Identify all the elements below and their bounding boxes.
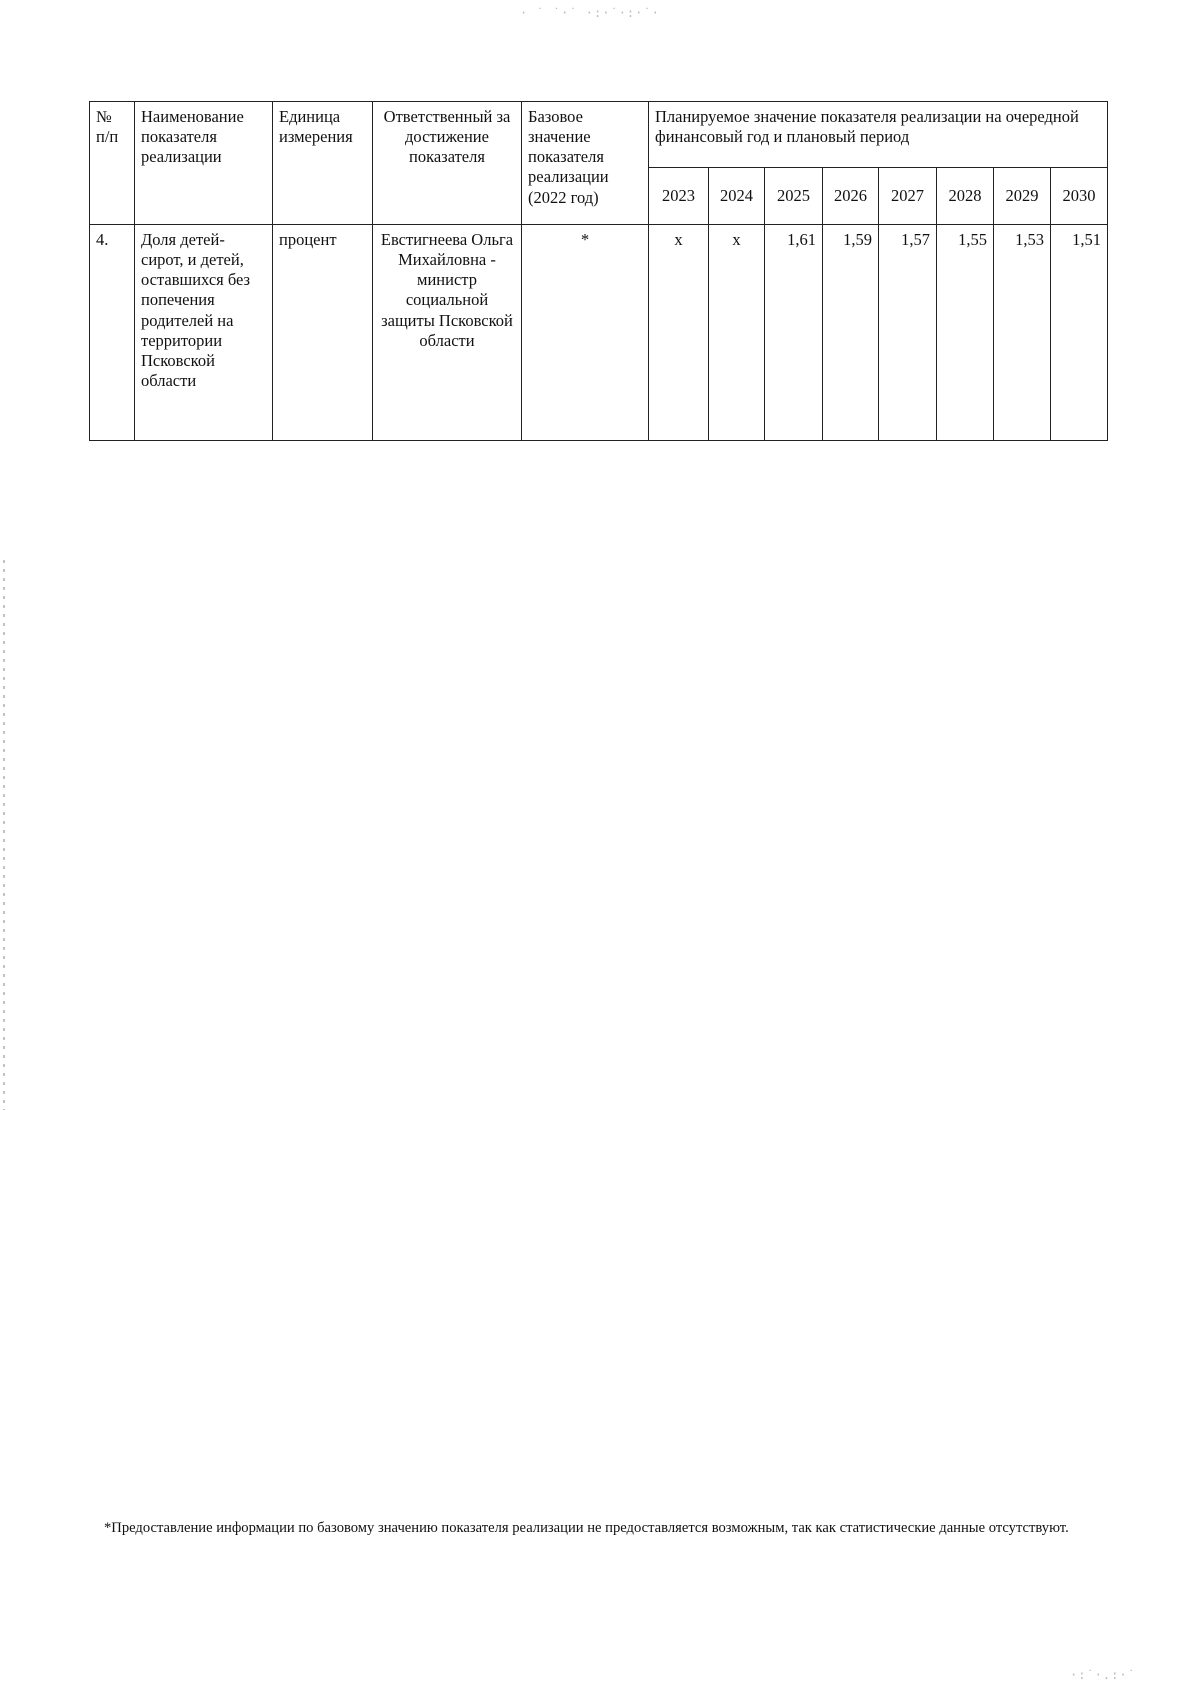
row-base-value: * (522, 225, 649, 441)
row-value-2026: 1,59 (823, 225, 879, 441)
header-year: 2029 (994, 168, 1051, 225)
row-value-2027: 1,57 (879, 225, 937, 441)
header-year: 2028 (937, 168, 994, 225)
header-year: 2027 (879, 168, 937, 225)
header-responsible: Ответственный за достижение показателя (373, 102, 522, 225)
row-responsible: Евстигнеева Ольга Михайловна - министр социальной защиты Псковской области (373, 225, 522, 441)
row-value-2025: 1,61 (765, 225, 823, 441)
header-planned-value: Планируемое значение показателя реализации на очередной финансовый год и плановый период (649, 102, 1108, 168)
row-value-2023: х (649, 225, 709, 441)
header-year: 2023 (649, 168, 709, 225)
row-value-2024: х (709, 225, 765, 441)
header-year: 2026 (823, 168, 879, 225)
header-unit: Единица измерения (273, 102, 373, 225)
header-year: 2030 (1051, 168, 1108, 225)
scan-artifact-bottom: ·:˙·.:·˙ (1070, 1668, 1136, 1682)
header-number: № п/п (90, 102, 135, 225)
header-year: 2024 (709, 168, 765, 225)
header-year: 2025 (765, 168, 823, 225)
header-base-value: Базовое значение показателя реализации (2022 год) (522, 102, 649, 225)
scan-artifact-top: · ˙ ˙·˙ ·:·˙·:·˙· (520, 6, 660, 20)
table-row (90, 225, 1108, 441)
footnote: *Предоставление информации по базовому значению показателя реализации не предоставляется возможным, так как статистические данные отсутствуют. (104, 1520, 1069, 1536)
row-value-2028: 1,55 (937, 225, 994, 441)
indicators-table (89, 101, 1108, 441)
header-row (90, 102, 1108, 168)
row-value-2029: 1,53 (994, 225, 1051, 441)
row-indicator-name: Доля детей-сирот, и детей, оставшихся без попечения родителей на территории Псковской области (135, 225, 273, 441)
row-unit: процент (273, 225, 373, 441)
scan-edge-line (3, 560, 5, 1110)
header-indicator-name: Наименование показателя реализации (135, 102, 273, 225)
row-value-2030: 1,51 (1051, 225, 1108, 441)
row-number: 4. (90, 225, 135, 441)
